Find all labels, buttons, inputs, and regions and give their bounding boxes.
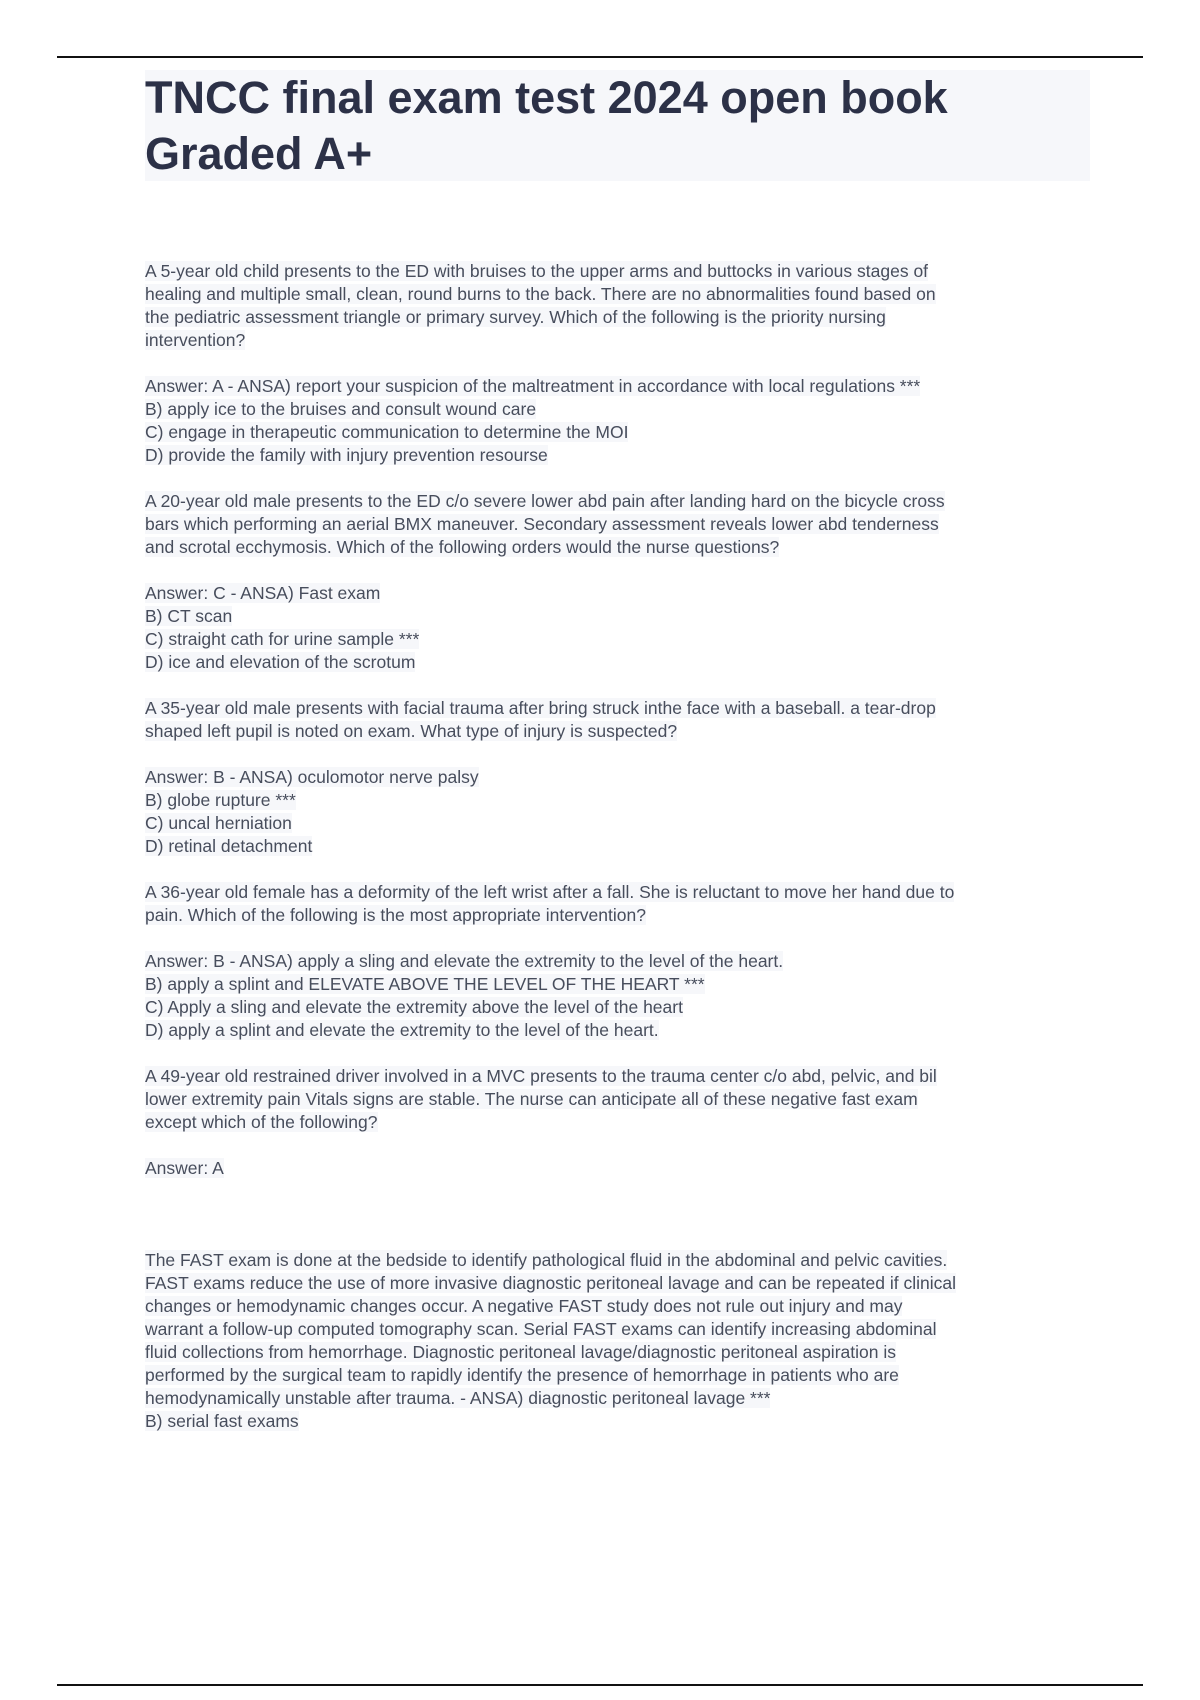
explanation-line: [145, 1295, 902, 1318]
answer-line: [145, 950, 783, 973]
answer-line: [145, 812, 292, 835]
question-line: [145, 1065, 937, 1088]
question-line-text: healing and multiple small, clean, round burns to the back. There are no abnormalities found based on: [145, 284, 936, 304]
question-line-text: A 35-year old male presents with facial trauma after bring struck inthe face with a baseball. a tear-drop: [145, 698, 936, 718]
question-line-text: the pediatric assessment triangle or primary survey. Which of the following is the priority nursing: [145, 307, 886, 327]
explanation-line-text: hemodynamically unstable after trauma. - ANSA) diagnostic peritoneal lavage ***: [145, 1388, 771, 1408]
answer-line-text: D) provide the family with injury prevention resourse: [145, 445, 548, 465]
explanation-line: [145, 1341, 896, 1364]
question-line-text: A 49-year old restrained driver involved in a MVC presents to the trauma center c/o abd, pelvic, and bil: [145, 1066, 937, 1086]
answer-line: [145, 421, 628, 444]
answer-line-text: B) apply ice to the bruises and consult wound care: [145, 399, 537, 419]
explanation-line: [145, 1410, 299, 1433]
answer-line: [145, 835, 312, 858]
answer-line: [145, 1157, 224, 1180]
explanation-line: [145, 1249, 947, 1272]
explanation-line: [145, 1272, 956, 1295]
answer-line-text: C) straight cath for urine sample ***: [145, 629, 420, 649]
question-line: [145, 904, 646, 927]
question-line: [145, 1111, 378, 1134]
answer-line-text: C) Apply a sling and elevate the extremity above the level of the heart: [145, 997, 683, 1017]
answer-line-text: D) apply a splint and elevate the extremity to the level of the heart.: [145, 1020, 659, 1040]
explanation-line-text: B) serial fast exams: [145, 1411, 299, 1431]
question-line: [145, 536, 779, 559]
question-line: [145, 490, 945, 513]
answer-line: [145, 651, 415, 674]
answer-line: [145, 628, 419, 651]
question-line: [145, 697, 936, 720]
bottom-divider: [57, 1684, 1143, 1686]
question-line-text: A 20-year old male presents to the ED c/o severe lower abd pain after landing hard on the bicycle cross: [145, 491, 945, 511]
question-line-text: lower extremity pain Vitals signs are stable. The nurse can anticipate all of these negative fast exam: [145, 1089, 918, 1109]
explanation-line: [145, 1364, 899, 1387]
question-line: [145, 881, 954, 904]
question-line-text: pain. Which of the following is the most appropriate intervention?: [145, 905, 646, 925]
question-line: [145, 260, 928, 283]
answer-line: [145, 973, 705, 996]
question-line-text: intervention?: [145, 330, 246, 350]
answer-line-text: B) apply a splint and ELEVATE ABOVE THE LEVEL OF THE HEART ***: [145, 974, 705, 994]
explanation-line-text: changes or hemodynamic changes occur. A negative FAST study does not rule out injury and may: [145, 1296, 903, 1316]
top-divider: [57, 56, 1143, 58]
answer-line: [145, 766, 479, 789]
answer-line: [145, 444, 548, 467]
answer-line-text: B) globe rupture ***: [145, 790, 296, 810]
question-line-text: A 5-year old child presents to the ED with bruises to the upper arms and buttocks in various stages of: [145, 261, 929, 281]
answer-line: [145, 582, 380, 605]
question-line: [145, 720, 677, 743]
document-title: [145, 70, 1090, 181]
answer-line-text: Answer: A: [145, 1158, 224, 1178]
question-line: [145, 329, 245, 352]
answer-line: [145, 996, 683, 1019]
answer-line: [145, 398, 536, 421]
explanation-line-text: fluid collections from hemorrhage. Diagnostic peritoneal lavage/diagnostic peritoneal aspiration is: [145, 1342, 896, 1362]
question-line-text: shaped left pupil is noted on exam. What type of injury is suspected?: [145, 721, 678, 741]
question-line: [145, 283, 936, 306]
explanation-line-text: FAST exams reduce the use of more invasive diagnostic peritoneal lavage and can be repeated if clinical: [145, 1273, 956, 1293]
answer-line-text: Answer: B - ANSA) apply a sling and elevate the extremity to the level of the heart.: [145, 951, 784, 971]
answer-line-text: C) uncal herniation: [145, 813, 292, 833]
answer-line-text: Answer: B - ANSA) oculomotor nerve palsy: [145, 767, 479, 787]
question-line-text: A 36-year old female has a deformity of the left wrist after a fall. She is reluctant to move her hand due to: [145, 882, 955, 902]
answer-line-text: Answer: C - ANSA) Fast exam: [145, 583, 381, 603]
answer-line-text: B) CT scan: [145, 606, 233, 626]
explanation-line-text: The FAST exam is done at the bedside to identify pathological fluid in the abdominal and pelvic cavities.: [145, 1250, 948, 1270]
answer-line-text: C) engage in therapeutic communication to determine the MOI: [145, 422, 629, 442]
explanation-line: [145, 1318, 936, 1341]
explanation-line-text: warrant a follow-up computed tomography scan. Serial FAST exams can identify increasing abdominal: [145, 1319, 937, 1339]
question-line: [145, 513, 939, 536]
answer-line: [145, 375, 920, 398]
question-line-text: and scrotal ecchymosis. Which of the following orders would the nurse questions?: [145, 537, 780, 557]
title-line: Graded A+: [145, 128, 373, 179]
title-line: TNCC final exam test 2024 open book: [145, 72, 948, 123]
question-line: [145, 1088, 918, 1111]
explanation-line: [145, 1387, 770, 1410]
answer-line: [145, 1019, 659, 1042]
question-line: [145, 306, 886, 329]
answer-line-text: Answer: A - ANSA) report your suspicion of the maltreatment in accordance with local regulations ***: [145, 376, 921, 396]
question-line-text: except which of the following?: [145, 1112, 378, 1132]
answer-line-text: D) retinal detachment: [145, 836, 313, 856]
answer-line: [145, 605, 232, 628]
answer-line: [145, 789, 296, 812]
answer-line-text: D) ice and elevation of the scrotum: [145, 652, 416, 672]
explanation-line-text: performed by the surgical team to rapidly identify the presence of hemorrhage in patients who are: [145, 1365, 899, 1385]
question-line-text: bars which performing an aerial BMX maneuver. Secondary assessment reveals lower abd tenderness: [145, 514, 939, 534]
